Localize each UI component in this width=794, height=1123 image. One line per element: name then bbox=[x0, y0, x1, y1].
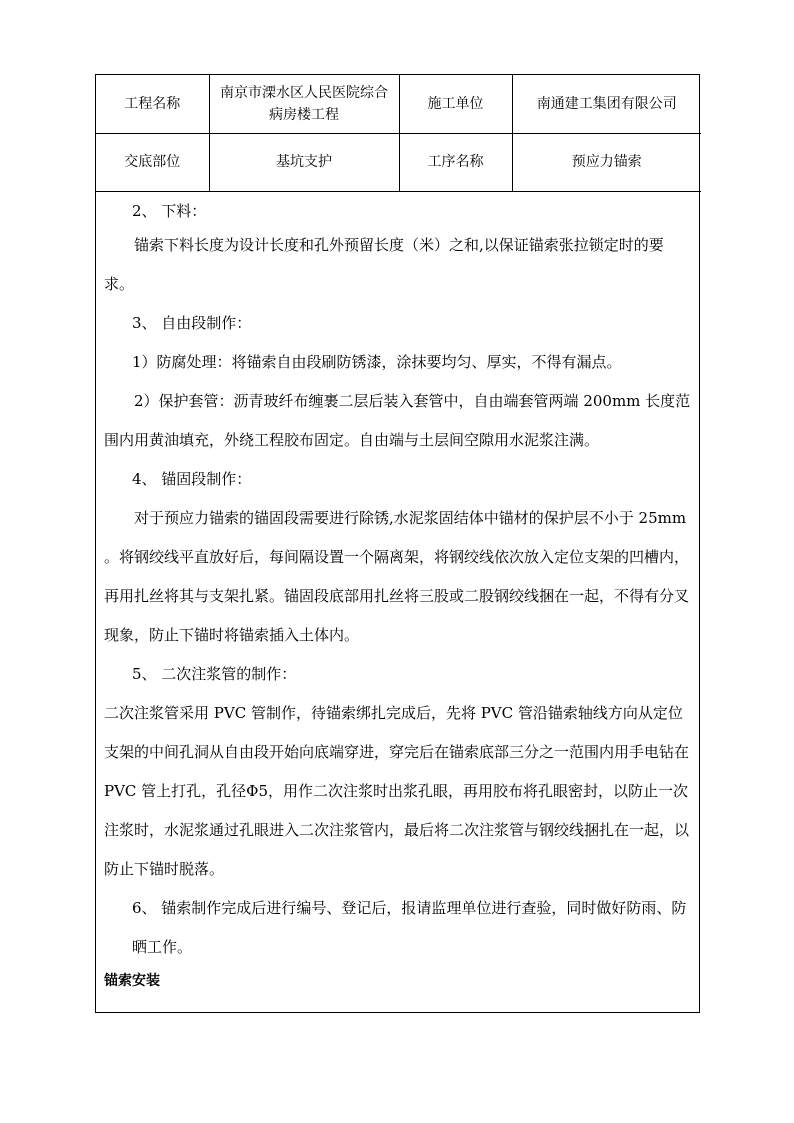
project-name-line2: 病房楼工程 bbox=[269, 106, 339, 123]
part-label: 交底部位 bbox=[96, 133, 209, 191]
project-name-value bbox=[209, 75, 399, 133]
section-2-body: 锚索下料长度为设计长度和孔外预留长度（米）之和,以保证锚索张拉锁定时的要求。 bbox=[104, 235, 664, 293]
part-value: 基坑支护 bbox=[209, 133, 399, 191]
section-4-body: 对于预应力锚索的锚固段需要进行除锈,水泥浆固结体中锚材的保护层不小于 25mm 。将钢绞线平直放好后，每间隔设置一个隔离架，将钢绞线依次放入定位支架的凹槽内，再用扎丝将其与支架扎紧。锚固段底部用扎丝将三股或二股钢绞线捆在一起，不得有分叉现象，防止下锚时将锚索插入土体内。 bbox=[104, 508, 690, 644]
install-section-title: 锚索安装 bbox=[104, 972, 160, 989]
section-3-title: 3、 自由段制作： bbox=[132, 313, 252, 332]
section-5-body: 二次注浆管采用 PVC 管制作，待锚索绑扎完成后，先将 PVC 管沿锚索轴线方向从定位支架的中间孔洞从自由段开始向底端穿进，穿完后在锚索底部三分之一范围内用手电钻在 PVC 管上打孔，孔径Φ5，用作二次注浆时出浆孔眼，再用胶布将孔眼密封，以防止一次注浆时，水泥浆通过孔眼进入二次注浆管内，最后将二次注浆管与钢绞线捆扎在一起，以防止下锚时脱落。 bbox=[104, 703, 690, 878]
section-5-title: 5、 二次注浆管的制作： bbox=[132, 664, 297, 683]
section-6: 6、 锚索制作完成后进行编号、登记后，报请监理单位进行查验，同时做好防雨、防晒工作。 bbox=[132, 898, 687, 956]
disclosure-sheet bbox=[95, 74, 700, 1013]
contractor-value: 南通建工集团有限公司 bbox=[512, 75, 701, 133]
section-4-title: 4、 锚固段制作： bbox=[132, 469, 252, 488]
process-label: 工序名称 bbox=[399, 133, 512, 191]
project-name-line1: 南京市溧水区人民医院综合 bbox=[220, 84, 388, 101]
process-value: 预应力锚索 bbox=[512, 133, 701, 191]
content-body bbox=[96, 192, 699, 995]
project-name-label: 工程名称 bbox=[96, 75, 209, 133]
contractor-label: 施工单位 bbox=[399, 75, 512, 133]
section-2-title: 2、 下料： bbox=[132, 201, 207, 220]
section-3-item-2: 2）保护套管：沥青玻纤布缠裹二层后装入套管中，自由端套管两端 200mm 长度范围内用黄油填充，外绕工程胶布固定。自由端与土层间空隙用水泥浆注满。 bbox=[104, 391, 691, 449]
section-3-item-1: 1）防腐处理：将锚索自由段刷防锈漆，涂抹要均匀、厚实，不得有漏点。 bbox=[132, 352, 622, 371]
header-table bbox=[96, 75, 701, 192]
